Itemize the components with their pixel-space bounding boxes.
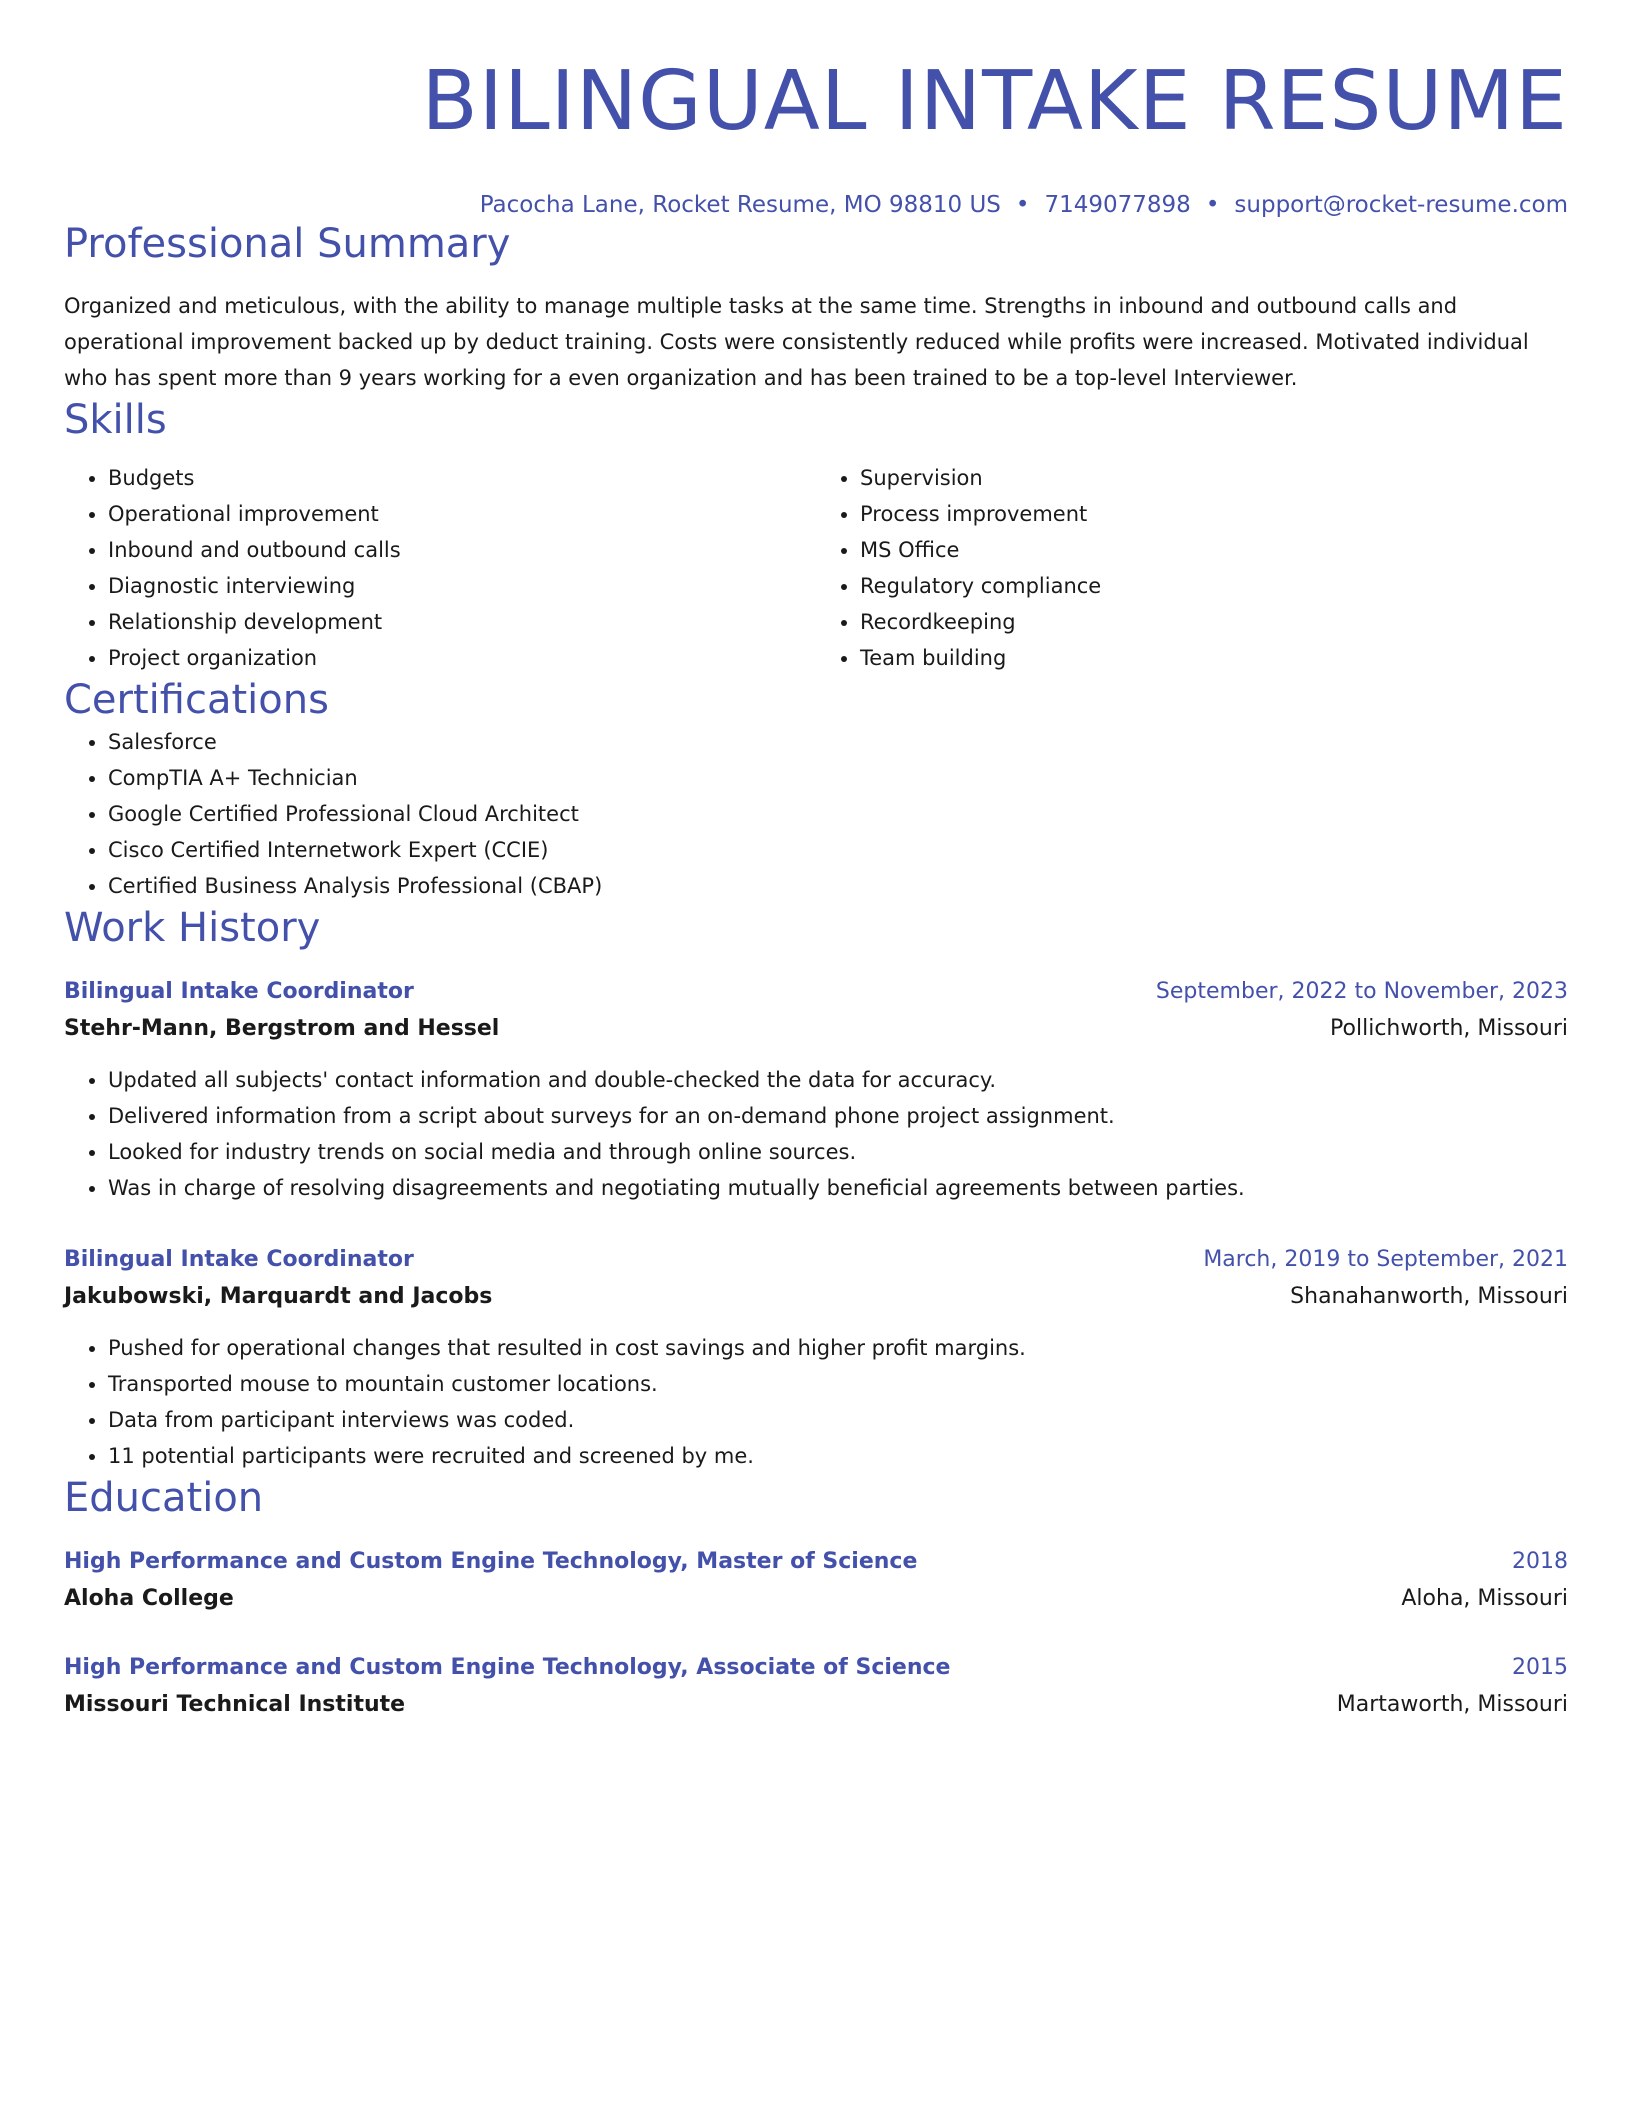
- skill-item: • Diagnostic interviewing: [108, 568, 816, 604]
- job-dates: September, 2022 to November, 2023: [1155, 979, 1568, 1004]
- job-bullet: • Was in charge of resolving disagreements and negotiating mutually beneficial agreements between parties.: [108, 1170, 1568, 1206]
- contact-line: [64, 190, 1568, 220]
- skill-item: • Inbound and outbound calls: [108, 532, 816, 568]
- job-bullet: • Pushed for operational changes that resulted in cost savings and higher profit margins.: [108, 1330, 1568, 1366]
- skill-item: • Process improvement: [860, 496, 1568, 532]
- education-header-row: [64, 1544, 1568, 1580]
- contact-phone: 7149077898: [1044, 192, 1191, 218]
- education-location: Martaworth, Missouri: [1336, 1692, 1568, 1717]
- skill-item: • Operational improvement: [108, 496, 816, 532]
- skills-heading: Skills: [64, 397, 167, 443]
- skill-item: • Recordkeeping: [860, 604, 1568, 640]
- certification-item: • Google Certified Professional Cloud Architect: [108, 796, 1568, 832]
- education-entry: [64, 1544, 1568, 1618]
- skills-grid: [64, 460, 1568, 676]
- job-title: Bilingual Intake Coordinator: [64, 1247, 414, 1272]
- education-header-row: [64, 1650, 1568, 1686]
- skill-item: • Project organization: [108, 640, 816, 676]
- job-dates: March, 2019 to September, 2021: [1203, 1247, 1568, 1272]
- education-degree: High Performance and Custom Engine Technology, Master of Science: [64, 1549, 918, 1574]
- certifications-list: [64, 724, 1568, 904]
- job-location: Pollichworth, Missouri: [1330, 1016, 1568, 1041]
- job-bullets: [64, 1330, 1568, 1474]
- education-year: 2018: [1512, 1549, 1568, 1574]
- skill-item: • Budgets: [108, 460, 816, 496]
- certification-item: • Salesforce: [108, 724, 1568, 760]
- job-location: Shanahanworth, Missouri: [1290, 1284, 1568, 1309]
- certifications-heading: Certifications: [64, 677, 329, 723]
- contact-separator: •: [1205, 192, 1220, 218]
- contact-address: Pacocha Lane, Rocket Resume, MO 98810 US: [479, 192, 1001, 218]
- skill-item: • Regulatory compliance: [860, 568, 1568, 604]
- contact-separator: •: [1015, 192, 1030, 218]
- skill-item: • Supervision: [860, 460, 1568, 496]
- job-company: Stehr-Mann, Bergstrom and Hessel: [64, 1016, 500, 1041]
- job-bullet: • Updated all subjects' contact information and double-checked the data for accuracy.: [108, 1062, 1568, 1098]
- education-heading: Education: [64, 1475, 264, 1521]
- job-entry: [64, 974, 1568, 1206]
- job-header-row: [64, 974, 1568, 1010]
- job-bullet: • Looked for industry trends on social media and through online sources.: [108, 1134, 1568, 1170]
- certification-item: • Cisco Certified Internetwork Expert (CCIE): [108, 832, 1568, 868]
- job-entry: [64, 1242, 1568, 1474]
- job-bullet: • Delivered information from a script about surveys for an on-demand phone project assignment.: [108, 1098, 1568, 1134]
- job-bullet: • Transported mouse to mountain customer locations.: [108, 1366, 1568, 1402]
- education-school: Aloha College: [64, 1586, 234, 1611]
- education-school-row: [64, 1580, 1568, 1618]
- summary-text: Organized and meticulous, with the ability to manage multiple tasks at the same time. Strengths in inbound and outbound calls and operational improvement backed up by deduct training. Costs were consistently reduced while profits were increased. Motivated individual who has spent more than 9 years working for a even organization and has been trained to be a top-level Interviewer.: [64, 294, 1529, 390]
- contact-email[interactable]: support@rocket-resume.com: [1234, 192, 1568, 218]
- job-company: Jakubowski, Marquardt and Jacobs: [64, 1284, 493, 1309]
- job-bullets: [64, 1062, 1568, 1206]
- job-header-row: [64, 1242, 1568, 1278]
- skill-item: • MS Office: [860, 532, 1568, 568]
- job-title: Bilingual Intake Coordinator: [64, 979, 414, 1004]
- certification-item: • Certified Business Analysis Professional (CBAP): [108, 868, 1568, 904]
- education-school-row: [64, 1686, 1568, 1724]
- education-school: Missouri Technical Institute: [64, 1692, 406, 1717]
- job-company-row: [64, 1278, 1568, 1316]
- job-bullet: • Data from participant interviews was coded.: [108, 1402, 1568, 1438]
- skills-list-left: [64, 460, 816, 676]
- skills-list-right: [816, 460, 1568, 676]
- job-bullet: • 11 potential participants were recruited and screened by me.: [108, 1438, 1568, 1474]
- education-degree: High Performance and Custom Engine Technology, Associate of Science: [64, 1655, 951, 1680]
- certification-item: • CompTIA A+ Technician: [108, 760, 1568, 796]
- resume-header: [64, 0, 1568, 220]
- skill-item: • Relationship development: [108, 604, 816, 640]
- education-year: 2015: [1512, 1655, 1568, 1680]
- job-company-row: [64, 1010, 1568, 1048]
- summary-heading: Professional Summary: [64, 221, 511, 267]
- resume-title: BILINGUAL INTAKE RESUME: [421, 54, 1568, 149]
- education-entry: [64, 1650, 1568, 1724]
- skill-item: • Team building: [860, 640, 1568, 676]
- work-history-heading: Work History: [64, 905, 321, 951]
- education-location: Aloha, Missouri: [1401, 1586, 1568, 1611]
